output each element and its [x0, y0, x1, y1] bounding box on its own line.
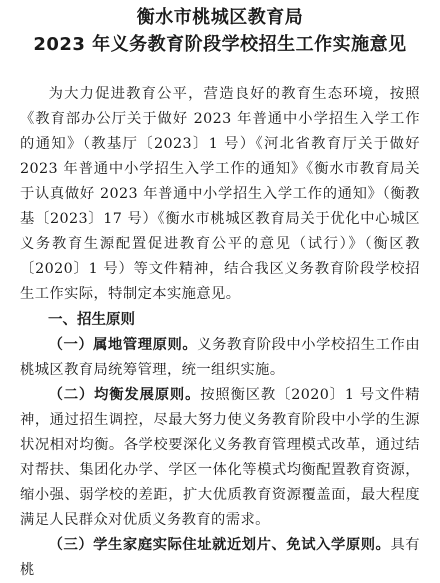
- intro-paragraph: 为大力促进教育公平，营造良好的教育生态环境，按照《教育部办公厅关于做好 2023 年普通中小学招生入学工作的通知》（教基厅〔2023〕1 号）《河北省教育厅关于做好 2023 年普通中小学招生入学工作的通知》《衡水市教育局关于认真做好 2023 年普通中小学招生入学工作的通知》（衡教基〔2023〕17 号）《衡水市桃城区教育局关于优化中心城区义务教育生源配置促进教育公平的意见（试行）》（衡区教〔2020〕1 号）等文件精神，结合我区义务教育阶段学校招生工作实际，特制定本实施意见。: [20, 86, 420, 302]
- principle-lead-3: （三）学生家庭实际住址就近划片、免试入学原则。: [48, 537, 391, 553]
- principle-lead-1: （一）属地管理原则。: [48, 337, 198, 353]
- principle-text-1: 义务教育阶段中小学校招生工作由桃城区教育局统筹管理，统一组织实施。: [20, 337, 421, 378]
- section-heading-principles: 一、招生原则: [48, 312, 135, 328]
- principle-paragraph-1: [20, 333, 420, 383]
- document-title-line2: 2023 年义务教育阶段学校招生工作实施意见: [33, 34, 407, 55]
- document-title-line1: 衡水市桃城区教育局: [136, 7, 304, 28]
- principle-paragraph-2: [20, 383, 420, 533]
- principle-paragraph-3: [20, 533, 420, 583]
- principle-lead-2: （二）均衡发展原则。: [48, 387, 201, 403]
- principle-text-3: 具有桃: [20, 537, 420, 578]
- principle-text-2: 按照衡区教〔2020〕1 号文件精神，通过招生调控，尽最大努力使义务教育阶段中小学的生源状况相对均衡。各学校要深化义务教育管理模式改革，通过结对帮扶、集团化办学、学区一体化等模式均衡配置教育资源，缩小强、弱学校的差距，扩大优质教育资源覆盖面，最大程度满足人民群众对优质义务教育的需求。: [20, 387, 420, 528]
